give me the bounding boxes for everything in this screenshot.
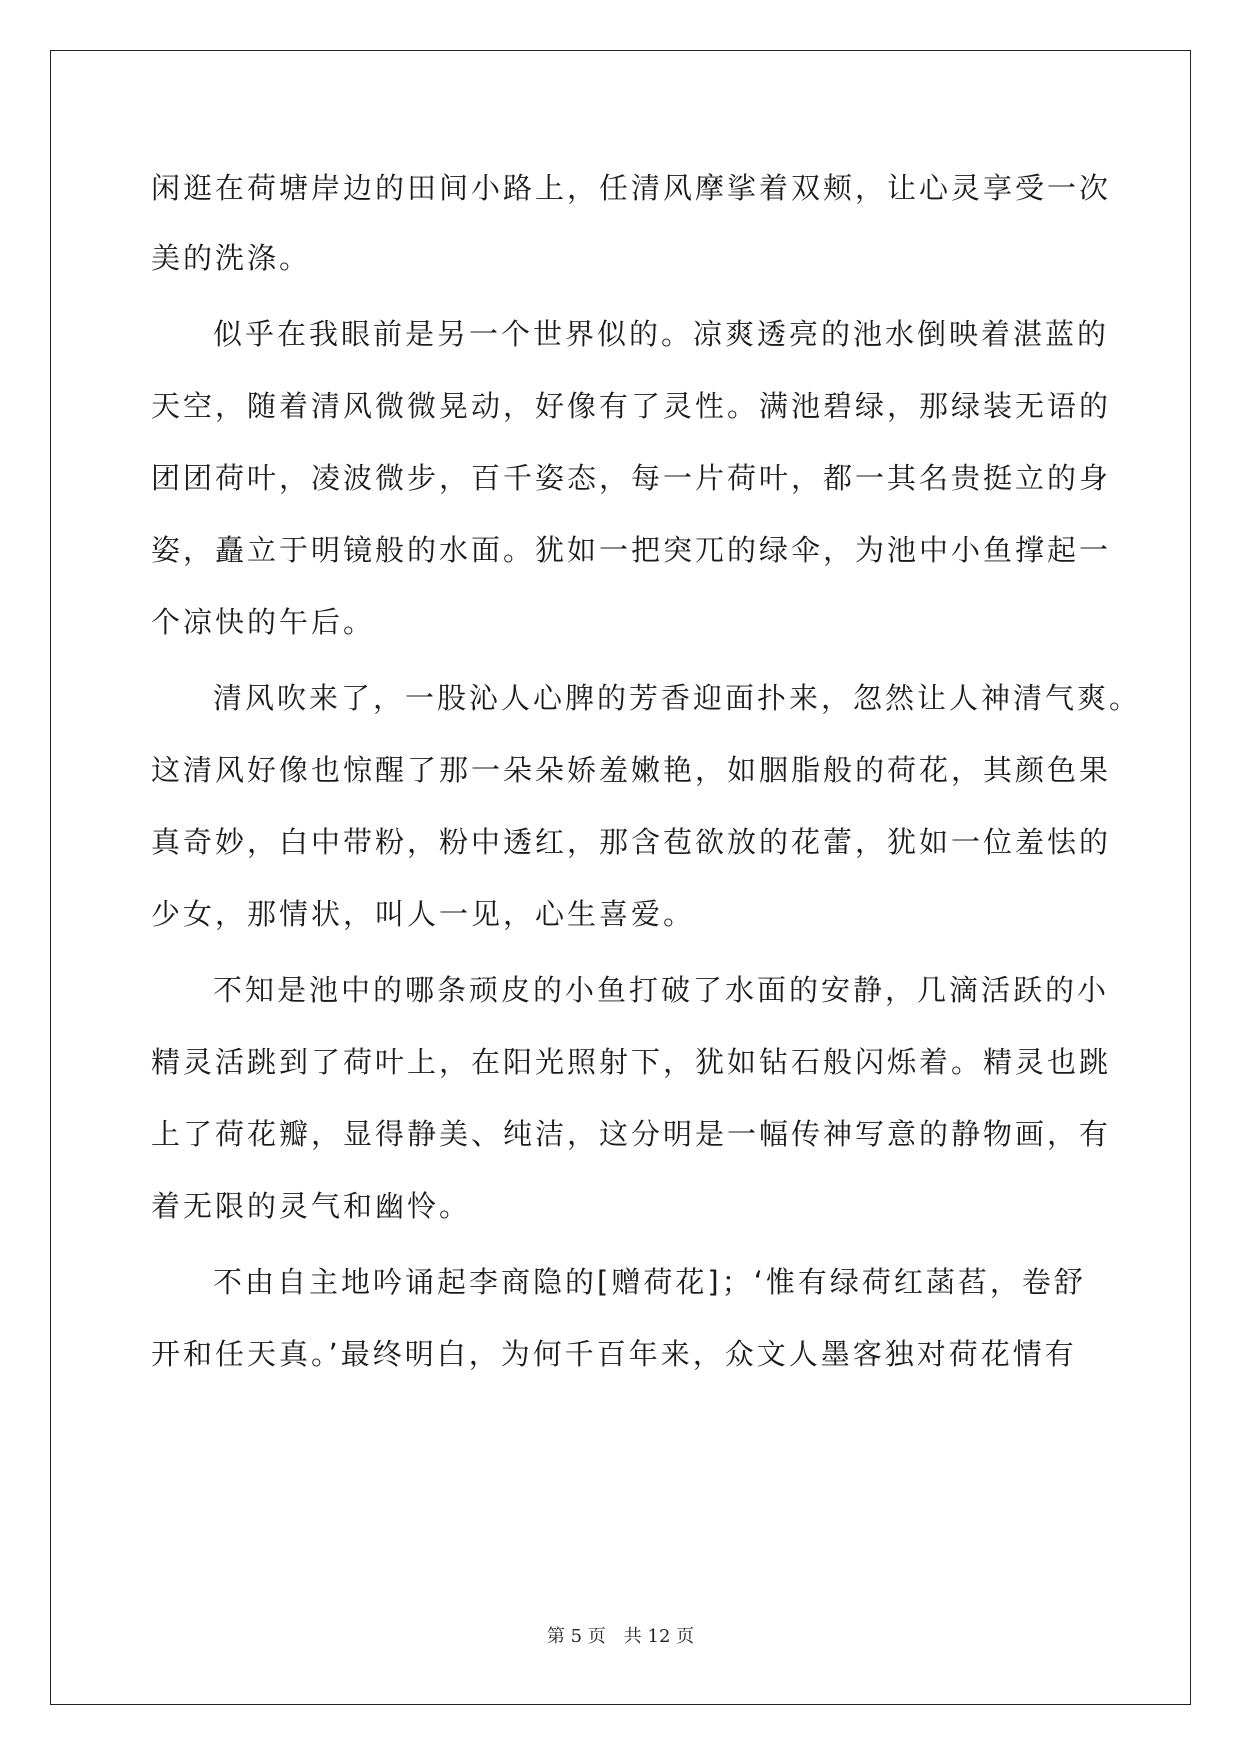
text-line: 闲逛在荷塘岸边的田间小路上，任清风摩挲着双颊，让心灵享受一次 [151, 171, 1112, 205]
text-line: 不由自主地吟诵起李商隐的[赠荷花]；‘惟有绿荷红菡萏，卷舒 [213, 1265, 1086, 1299]
page-number: 第 5 页 共 12 页 [546, 1626, 695, 1647]
text-line: 团团荷叶，凌波微步，百千姿态，每一片荷叶，都一其名贵挺立的身 [151, 461, 1112, 495]
text-line: 上了荷花瓣，显得静美、纯洁，这分明是一幅传神写意的静物画，有 [151, 1117, 1112, 1151]
text-line: 真奇妙，白中带粉，粉中透红，那含苞欲放的花蕾，犹如一位羞怯的 [151, 825, 1112, 859]
text-line: 美的洗涤。 [151, 241, 312, 275]
text-line: 个凉快的午后。 [151, 605, 376, 639]
page-border [50, 50, 1191, 1705]
text-line: 天空，随着清风微微晃动，好像有了灵性。满池碧绿，那绿装无语的 [151, 389, 1112, 423]
text-line: 精灵活跳到了荷叶上，在阳光照射下，犹如钻石般闪烁着。精灵也跳 [151, 1045, 1112, 1079]
text-line: 不知是池中的哪条顽皮的小鱼打破了水面的安静，几滴活跃的小 [213, 973, 1110, 1007]
text-line: 着无限的灵气和幽怜。 [151, 1189, 472, 1223]
text-line: 开和任天真。’最终明白，为何千百年来，众文人墨客独对荷花情有 [151, 1337, 1077, 1371]
text-line: 清风吹来了，一股沁人心脾的芳香迎面扑来，忽然让人神清气爽。 [213, 681, 1142, 715]
text-line: 姿，矗立于明镜般的水面。犹如一把突兀的绿伞，为池中小鱼撑起一 [151, 533, 1112, 567]
text-line: 这清风好像也惊醒了那一朵朵娇羞嫩艳，如胭脂般的荷花，其颜色果 [151, 753, 1112, 787]
text-line: 似乎在我眼前是另一个世界似的。凉爽透亮的池水倒映着湛蓝的 [213, 317, 1110, 351]
text-line: 少女，那情状，叫人一见，心生喜爱。 [151, 897, 696, 931]
